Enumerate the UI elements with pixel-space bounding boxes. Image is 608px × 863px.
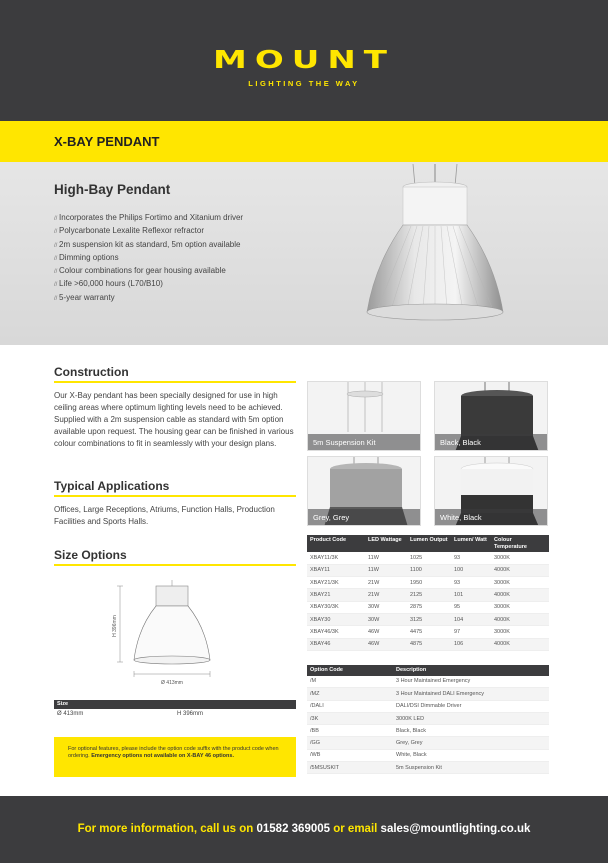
cell: 4000K	[491, 638, 549, 650]
cell: 4000K	[491, 589, 549, 601]
cell: 4000K	[491, 613, 549, 625]
feature-item: // Life >60,000 hours (L70/B10)	[54, 278, 243, 291]
table-row	[307, 638, 549, 650]
cell: /BB	[307, 725, 393, 737]
col-colour-temp: Colour Temperature	[491, 535, 549, 552]
size-options-heading: Size Options	[54, 548, 127, 562]
feature-item: // Incorporates the Philips Fortimo and Xitanium driver	[54, 212, 243, 225]
table-row	[307, 676, 549, 688]
photo-black-black	[434, 381, 548, 451]
col-lumen-watt: Lumen/ Watt	[451, 535, 491, 552]
table-row	[307, 700, 549, 712]
heading-underline	[54, 381, 296, 383]
cell: 1100	[407, 564, 451, 576]
cell: 106	[451, 638, 491, 650]
cell: 2875	[407, 601, 451, 613]
cell: XBAY11/3K	[307, 552, 365, 564]
cell: 30W	[365, 601, 407, 613]
cell: 104	[451, 613, 491, 625]
feature-list	[54, 212, 243, 305]
cell: 30W	[365, 613, 407, 625]
size-table	[54, 700, 296, 720]
cell: XBAY46/3K	[307, 626, 365, 638]
spec-table-header	[307, 535, 549, 552]
table-row	[307, 601, 549, 613]
cell: 97	[451, 626, 491, 638]
cell: /GG	[307, 737, 393, 749]
hero-heading: High-Bay Pendant	[54, 182, 171, 197]
table-row	[307, 613, 549, 625]
cell: 1950	[407, 577, 451, 589]
cell: 3000K LED	[393, 712, 549, 724]
cell: 46W	[365, 638, 407, 650]
hero-section	[0, 162, 608, 345]
feature-item: // 5-year warranty	[54, 292, 243, 305]
cell: 21W	[365, 589, 407, 601]
feature-item: // 2m suspension kit as standard, 5m option available	[54, 239, 243, 252]
applications-heading: Typical Applications	[54, 479, 170, 493]
cell: 46W	[365, 626, 407, 638]
table-row	[307, 762, 549, 774]
feature-item: // Dimming options	[54, 252, 243, 265]
construction-heading: Construction	[54, 365, 129, 379]
size-height: H 396mm	[177, 711, 204, 717]
feature-item: // Colour combinations for gear housing available	[54, 265, 243, 278]
product-title: X-BAY PENDANT	[54, 134, 160, 149]
cell: Grey, Grey	[393, 737, 549, 749]
spec-table	[307, 535, 549, 651]
note-bold-text: Emergency options not available on X-BAY 46 options.	[91, 753, 234, 759]
cell: 3125	[407, 613, 451, 625]
cell: 93	[451, 552, 491, 564]
options-note	[54, 737, 296, 777]
table-row	[307, 577, 549, 589]
option-table	[307, 665, 549, 774]
phone-link[interactable]: 01582 369005	[256, 823, 331, 835]
cell: 4000K	[491, 564, 549, 576]
cell: 100	[451, 564, 491, 576]
table-row	[307, 589, 549, 601]
photo-caption: Grey, Grey	[308, 509, 420, 525]
brand-tagline: LIGHTING THE WAY	[248, 79, 360, 88]
table-row	[307, 564, 549, 576]
cell: XBAY30/3K	[307, 601, 365, 613]
cell: 93	[451, 577, 491, 589]
table-row	[307, 626, 549, 638]
cell: DALI/DSI Dimmable Driver	[393, 700, 549, 712]
size-diagram	[110, 580, 235, 686]
cell: Black, Black	[393, 725, 549, 737]
col-description: Description	[393, 665, 549, 676]
cell: 3000K	[491, 601, 549, 613]
construction-text: Our X-Bay pendant has been specially designed for use in high ceiling areas where optimum lighting levels need to be achieved. Supplied with a 2m suspension cable as standard with 5m option available upon request. The housing gear can be finished in various colour combinations to fit in seamlessly with your design plans.	[54, 391, 294, 448]
option-table-header	[307, 665, 549, 676]
brand-logo: MOUNT	[213, 45, 395, 75]
heading-underline	[54, 564, 296, 566]
table-row	[307, 749, 549, 761]
height-dimension-label: H 396mm	[112, 615, 118, 637]
photo-caption: White, Black	[435, 509, 547, 525]
cell: 11W	[365, 552, 407, 564]
size-table-row	[54, 709, 296, 720]
cell: 3000K	[491, 626, 549, 638]
email-link[interactable]: sales@mountlighting.co.uk	[380, 823, 531, 835]
cell: 1025	[407, 552, 451, 564]
cell: /MZ	[307, 688, 393, 700]
photo-grey-grey	[307, 456, 421, 526]
cell: XBAY21	[307, 589, 365, 601]
contact-message	[0, 823, 608, 835]
applications-text: Offices, Large Receptions, Atriums, Function Halls, Production Facilities and Sports Halls.	[54, 505, 275, 526]
pendant-product-image	[355, 164, 515, 344]
photo-caption: Black, Black	[435, 434, 547, 450]
cell: 4875	[407, 638, 451, 650]
photo-caption: 5m Suspension Kit	[308, 434, 420, 450]
photo-white-black	[434, 456, 548, 526]
col-product-code: Product Code	[307, 535, 365, 552]
cell: 5m Suspension Kit	[393, 762, 549, 774]
cell: 101	[451, 589, 491, 601]
cell: XBAY11	[307, 564, 365, 576]
col-lumen-output: Lumen Output	[407, 535, 451, 552]
cell: /WB	[307, 749, 393, 761]
cell: /3K	[307, 712, 393, 724]
photo-suspension-kit	[307, 381, 421, 451]
cell: XBAY46	[307, 638, 365, 650]
col-option-code: Option Code	[307, 665, 393, 676]
cell: 21W	[365, 577, 407, 589]
cell: /5MSUSKIT	[307, 762, 393, 774]
cell: 4475	[407, 626, 451, 638]
cell: 3000K	[491, 577, 549, 589]
cell: 3 Hour Maintained Emergency	[393, 676, 549, 688]
cell: /DALI	[307, 700, 393, 712]
note-text: For optional features, please include the option code suffix with the product code when ordering.	[68, 746, 279, 759]
cell: 3000K	[491, 552, 549, 564]
table-row	[307, 552, 549, 564]
table-row	[307, 712, 549, 724]
cell: 2125	[407, 589, 451, 601]
feature-item: // Polycarbonate Lexalite Reflexor refractor	[54, 225, 243, 238]
cell: XBAY21/3K	[307, 577, 365, 589]
cell: /M	[307, 676, 393, 688]
table-row	[307, 737, 549, 749]
footer	[0, 796, 608, 863]
diameter-dimension-label: Ø 413mm	[161, 680, 183, 686]
size-diameter: Ø 413mm	[57, 711, 84, 717]
header	[0, 0, 608, 121]
cell: White, Black	[393, 749, 549, 761]
table-row	[307, 688, 549, 700]
heading-underline	[54, 495, 296, 497]
cell: 11W	[365, 564, 407, 576]
contact-mid: or email	[330, 823, 381, 835]
table-row	[307, 725, 549, 737]
cell: 3 Hour Maintained DALI Emergency	[393, 688, 549, 700]
title-bar	[0, 121, 608, 162]
cell: XBAY30	[307, 613, 365, 625]
contact-lead: For more information, call us on	[77, 823, 257, 835]
size-table-header: Size	[54, 700, 296, 709]
cell: 95	[451, 601, 491, 613]
col-led-wattage: LED Wattage	[365, 535, 407, 552]
